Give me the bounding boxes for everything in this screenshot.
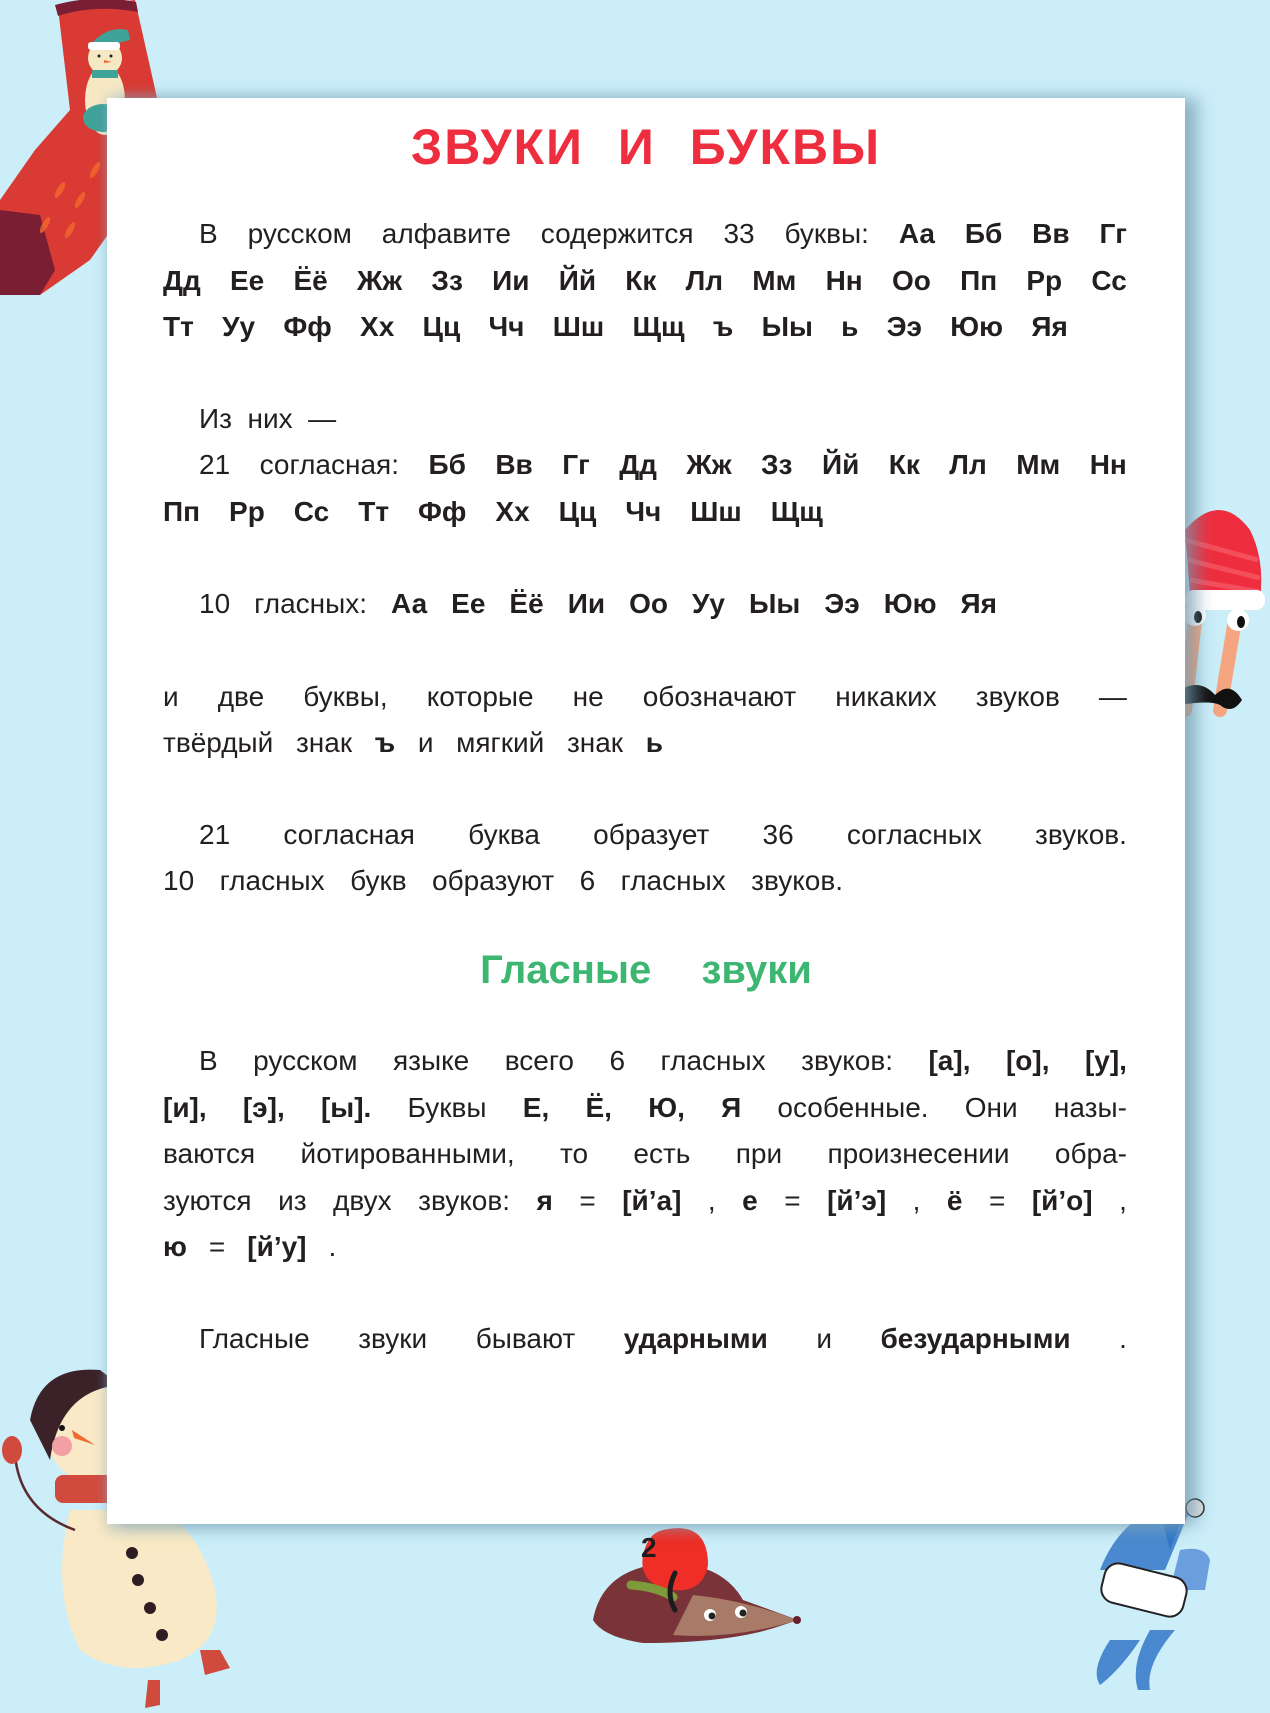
bold-term: ё bbox=[946, 1185, 963, 1216]
word: буквы, bbox=[303, 681, 388, 712]
consonant-pair: Шш bbox=[690, 496, 742, 527]
letter-pair: Лл bbox=[685, 265, 724, 296]
word: знак bbox=[566, 727, 624, 758]
consonant-pair: Хх bbox=[495, 496, 530, 527]
bold-term: [у], bbox=[1084, 1045, 1127, 1076]
letter-pair: Ыы bbox=[761, 311, 813, 342]
word: . bbox=[328, 1231, 337, 1262]
consonant-pair: Мм bbox=[1016, 449, 1061, 480]
page-number: 2 bbox=[641, 1532, 657, 1563]
letter-pair: Ии bbox=[492, 265, 530, 296]
stress-line bbox=[163, 1323, 1127, 1355]
letter-pair: Ээ bbox=[886, 311, 923, 342]
letter-pair: ь bbox=[841, 311, 859, 342]
word: гласных: bbox=[254, 588, 368, 619]
word: обра- bbox=[1054, 1138, 1127, 1169]
consonant-pair: Гг bbox=[562, 449, 590, 480]
alphabet-line-2 bbox=[163, 265, 1127, 297]
letter-pair: Жж bbox=[357, 265, 403, 296]
word: . bbox=[1119, 1323, 1127, 1354]
consonant-pair: Жж bbox=[686, 449, 732, 480]
word: гласных bbox=[620, 865, 726, 896]
bold-term: [э], bbox=[242, 1092, 285, 1123]
consonant-pair: Тт bbox=[358, 496, 390, 527]
word: В bbox=[199, 218, 218, 249]
bold-term: [й’о] bbox=[1031, 1185, 1093, 1216]
letter-pair: Щщ bbox=[632, 311, 685, 342]
vowel-para-line-4 bbox=[163, 1185, 1127, 1217]
bold-term: ударными bbox=[623, 1323, 768, 1354]
word: 21 bbox=[199, 449, 231, 480]
vowel-para-line-2 bbox=[163, 1092, 1127, 1124]
bold-term: [ы]. bbox=[320, 1092, 372, 1123]
letter-pair: Аа bbox=[898, 218, 935, 249]
word: 36 bbox=[762, 819, 794, 850]
bold-term: Е, bbox=[522, 1092, 550, 1123]
word: = bbox=[988, 1185, 1006, 1216]
word: твёрдый bbox=[163, 727, 274, 758]
word: букв bbox=[350, 865, 407, 896]
word: то bbox=[559, 1138, 589, 1169]
word: и bbox=[816, 1323, 832, 1354]
bold-term: Ю, bbox=[648, 1092, 685, 1123]
word: знак bbox=[295, 727, 353, 758]
word: 6 bbox=[609, 1045, 626, 1076]
word: содержится bbox=[540, 218, 694, 249]
word: произнесении bbox=[827, 1138, 1010, 1169]
word: — bbox=[1098, 681, 1127, 712]
word: образуют bbox=[432, 865, 555, 896]
signs-line-1 bbox=[163, 681, 1127, 713]
alphabet-line-3 bbox=[163, 311, 1068, 343]
word: бывают bbox=[475, 1323, 576, 1354]
letter-pair: Бб bbox=[964, 218, 1003, 249]
letter-pair: Вв bbox=[1032, 218, 1070, 249]
letter-pair: Рр bbox=[1026, 265, 1063, 296]
letter-pair: Хх bbox=[360, 311, 395, 342]
word: из bbox=[278, 1185, 307, 1216]
bold-term: ю bbox=[163, 1231, 187, 1262]
signs-line-2 bbox=[163, 727, 663, 759]
word: ваются bbox=[163, 1138, 256, 1169]
word: согласных bbox=[846, 819, 982, 850]
bold-term: [о], bbox=[1005, 1045, 1050, 1076]
word: есть bbox=[633, 1138, 691, 1169]
word: , bbox=[912, 1185, 921, 1216]
letter-pair: Ее bbox=[229, 265, 265, 296]
of-them-line bbox=[163, 403, 1127, 435]
vowels-line bbox=[163, 588, 997, 620]
word: двух bbox=[333, 1185, 392, 1216]
vowel-para-line-3 bbox=[163, 1138, 1127, 1170]
content-page bbox=[107, 98, 1185, 1524]
word: звуки bbox=[358, 1323, 428, 1354]
vowel-pair: Ёё bbox=[509, 588, 544, 619]
bold-term: [й’а] bbox=[622, 1185, 682, 1216]
bold-term: е bbox=[742, 1185, 758, 1216]
sign-letter: ь bbox=[645, 727, 663, 758]
bold-term: [й’у] bbox=[247, 1231, 307, 1262]
consonant-pair: Чч bbox=[625, 496, 662, 527]
bold-term: [й’э] bbox=[827, 1185, 887, 1216]
letter-pair: Йй bbox=[558, 265, 597, 296]
consonant-pair: Рр bbox=[229, 496, 265, 527]
counts-line-1 bbox=[163, 819, 1127, 851]
word: В bbox=[199, 1045, 218, 1076]
letter-pair: Чч bbox=[488, 311, 525, 342]
vowel-pair: Ее bbox=[451, 588, 486, 619]
word: назы- bbox=[1053, 1092, 1127, 1123]
word: звуков. bbox=[751, 865, 843, 896]
word: зуются bbox=[163, 1185, 252, 1216]
bold-term: [и], bbox=[163, 1092, 207, 1123]
consonant-pair: Зз bbox=[761, 449, 793, 480]
word: = bbox=[579, 1185, 596, 1216]
peeking-character-illustration bbox=[1180, 500, 1270, 730]
word: звуков: bbox=[801, 1045, 893, 1076]
letter-pair: Яя bbox=[1031, 311, 1068, 342]
letter-pair: Нн bbox=[825, 265, 863, 296]
consonants-line-2 bbox=[163, 496, 823, 528]
word: никаких bbox=[835, 681, 937, 712]
word: буква bbox=[468, 819, 540, 850]
word: и bbox=[163, 681, 179, 712]
letter-pair: Кк bbox=[625, 265, 657, 296]
word: 6 bbox=[579, 865, 596, 896]
alphabet-intro-line-1 bbox=[163, 218, 1127, 250]
vowel-sounds-heading: Гласные звуки bbox=[480, 948, 812, 992]
word: Гласные bbox=[199, 1323, 310, 1354]
of-them-text: Из них — bbox=[199, 403, 337, 434]
bold-term: безударными bbox=[880, 1323, 1071, 1354]
counts-line-2 bbox=[163, 865, 843, 897]
sign-letter: ъ bbox=[374, 727, 396, 758]
word: согласная bbox=[283, 819, 415, 850]
word: = bbox=[784, 1185, 801, 1216]
word: звуков: bbox=[418, 1185, 511, 1216]
word: всего bbox=[504, 1045, 575, 1076]
letter-pair: Сс bbox=[1091, 265, 1127, 296]
vowel-pair: Аа bbox=[391, 588, 428, 619]
word: , bbox=[1119, 1185, 1127, 1216]
letter-pair: Фф bbox=[283, 311, 332, 342]
hedgehog-with-apple-illustration bbox=[583, 1525, 803, 1650]
consonant-pair: Щщ bbox=[770, 496, 823, 527]
word: 10 bbox=[199, 588, 231, 619]
consonant-pair: Сс bbox=[293, 496, 330, 527]
vowel-pair: Ыы bbox=[748, 588, 801, 619]
letter-pair: Пп bbox=[960, 265, 998, 296]
word: Буквы bbox=[407, 1092, 487, 1123]
letter-pair: Цц bbox=[422, 311, 461, 342]
consonant-pair: Бб bbox=[428, 449, 466, 480]
word: согласная: bbox=[259, 449, 399, 480]
vowel-pair: Юю bbox=[883, 588, 937, 619]
word: не bbox=[572, 681, 604, 712]
bold-term: Ё, bbox=[585, 1092, 612, 1123]
consonant-pair: Вв bbox=[495, 449, 533, 480]
letter-pair: Оо bbox=[891, 265, 931, 296]
word: алфавите bbox=[381, 218, 511, 249]
consonant-pair: Фф bbox=[418, 496, 467, 527]
letter-pair: Шш bbox=[552, 311, 605, 342]
bold-term: [а], bbox=[928, 1045, 971, 1076]
consonant-pair: Кк bbox=[888, 449, 920, 480]
vowel-pair: Ии bbox=[567, 588, 606, 619]
letter-pair: Мм bbox=[752, 265, 797, 296]
vowel-para-line-1 bbox=[163, 1045, 1127, 1077]
vowel-para-line-5 bbox=[163, 1231, 1127, 1263]
letter-pair: Гг bbox=[1099, 218, 1127, 249]
vowel-pair: Уу bbox=[691, 588, 725, 619]
bold-term: Я bbox=[721, 1092, 742, 1123]
vowel-pair: Яя bbox=[960, 588, 997, 619]
word: 21 bbox=[199, 819, 231, 850]
word: которые bbox=[426, 681, 534, 712]
consonants-line-1 bbox=[163, 449, 1127, 481]
consonant-pair: Цц bbox=[558, 496, 597, 527]
bold-term: я bbox=[536, 1185, 553, 1216]
word: буквы: bbox=[784, 218, 869, 249]
letter-pair: Дд bbox=[163, 265, 201, 296]
word: мягкий bbox=[456, 727, 545, 758]
word: звуков bbox=[975, 681, 1060, 712]
word: Они bbox=[964, 1092, 1018, 1123]
word: гласных bbox=[660, 1045, 766, 1076]
consonant-pair: Нн bbox=[1089, 449, 1127, 480]
page-title: ЗВУКИ И БУКВЫ bbox=[410, 119, 882, 175]
word: особенные. bbox=[777, 1092, 929, 1123]
word: при bbox=[735, 1138, 783, 1169]
consonant-pair: Пп bbox=[163, 496, 201, 527]
word: языке bbox=[392, 1045, 470, 1076]
word: образует bbox=[593, 819, 710, 850]
letter-pair: Ёё bbox=[293, 265, 328, 296]
word: две bbox=[217, 681, 265, 712]
word: йотированными, bbox=[300, 1138, 515, 1169]
word: = bbox=[208, 1231, 226, 1262]
word: и bbox=[417, 727, 434, 758]
consonant-pair: Дд bbox=[619, 449, 657, 480]
letter-pair: Тт bbox=[163, 311, 194, 342]
word: , bbox=[707, 1185, 716, 1216]
letter-pair: Уу bbox=[222, 311, 256, 342]
word: русском bbox=[247, 218, 352, 249]
letter-pair: Зз bbox=[431, 265, 463, 296]
vowel-pair: Оо bbox=[629, 588, 668, 619]
word: обозначают bbox=[642, 681, 797, 712]
consonant-pair: Йй bbox=[821, 449, 860, 480]
letter-pair: ъ bbox=[712, 311, 734, 342]
word: звуков. bbox=[1035, 819, 1127, 850]
letter-pair: Юю bbox=[950, 311, 1004, 342]
word: 10 bbox=[163, 865, 195, 896]
word: 33 bbox=[723, 218, 755, 249]
word: гласных bbox=[219, 865, 325, 896]
consonant-pair: Лл bbox=[949, 449, 987, 480]
word: русском bbox=[253, 1045, 358, 1076]
vowel-pair: Ээ bbox=[824, 588, 860, 619]
